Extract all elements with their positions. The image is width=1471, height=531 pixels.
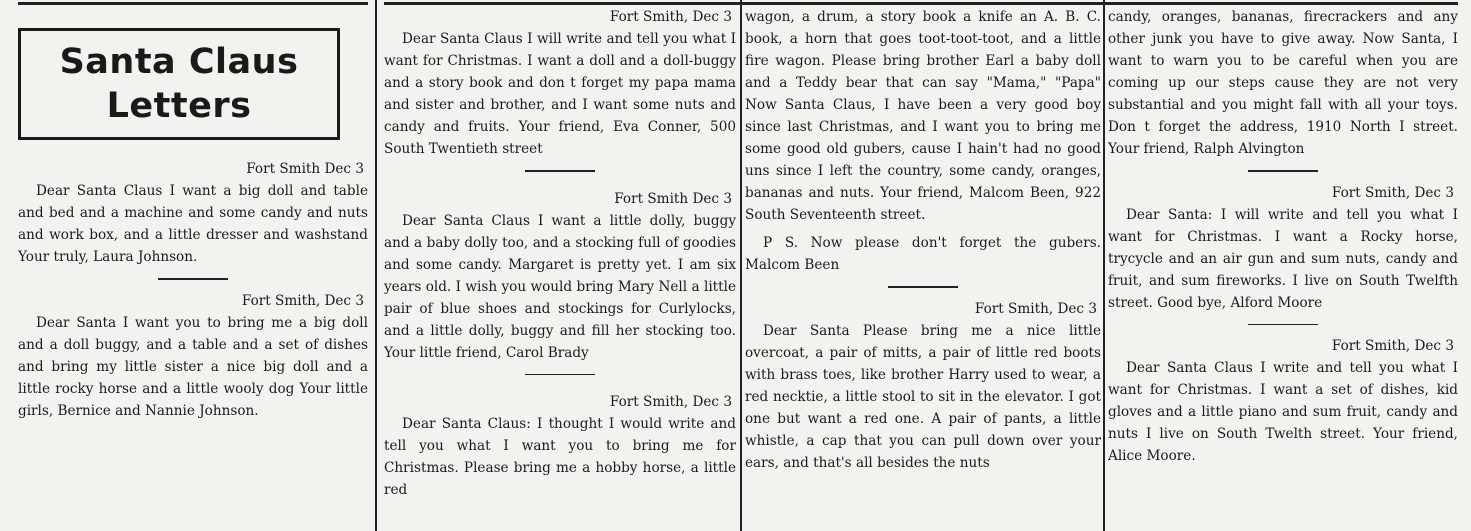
column-rule bbox=[375, 0, 377, 531]
letter bbox=[384, 385, 736, 501]
letter bbox=[745, 298, 1101, 474]
column-rule bbox=[1103, 0, 1105, 531]
letter-continued bbox=[1108, 6, 1458, 160]
section-heading bbox=[18, 28, 340, 140]
letter-dateline: Fort Smith, Dec 3 bbox=[241, 292, 364, 309]
letter-text: P S. Now please don't forget the gubers. Malcom Been bbox=[745, 235, 1101, 273]
letter-text: candy, oranges, bananas, firecrackers and any other junk you have to give away. Now Santa, I want to warn you to be careful when you are coming up our steps cause they are not very substantial and you might fall with all your toys. Don t forget the address, 1910 North I street. Your friend, Ralph Alvington bbox=[1108, 9, 1458, 157]
letter-dateline: Fort Smith Dec 3 bbox=[614, 190, 732, 207]
letter-text: Dear Santa Please bring me a nice little overcoat, a pair of mitts, a pair of little red boots with brass toes, like brother Harry used to wear, a red necktie, a little stool to sit in the elevator. I got one but want a red one. A pair of pants, a little whistle, a cap that you can pull down over your ears, and that's all besides the nuts bbox=[745, 322, 1101, 471]
letter bbox=[384, 0, 736, 160]
letter bbox=[1108, 182, 1458, 314]
divider-rule bbox=[1248, 170, 1318, 172]
divider-rule bbox=[525, 170, 595, 172]
letter-text: Dear Santa Claus I write and tell you what I want for Christmas. I want a set of dishes, kid gloves and a little piano and sum fruit, candy and nuts I live on South Twelth street. Your friend, Alice Moore. bbox=[1108, 360, 1458, 464]
heading-line-1: Santa Claus bbox=[59, 42, 299, 82]
letter-dateline: Fort Smith, Dec 3 bbox=[609, 394, 732, 410]
column-3 bbox=[745, 0, 1101, 531]
letter-dateline: Fort Smith, Dec 3 bbox=[609, 9, 732, 25]
letter-text: Dear Santa Claus I want a big doll and table and bed and a machine and some candy and nuts and work box, and a little dresser and washstand Your truly, Laura Johnson. bbox=[18, 183, 368, 265]
letter-dateline: Fort Smith Dec 3 bbox=[246, 161, 364, 177]
letter bbox=[384, 182, 736, 364]
column-4 bbox=[1108, 0, 1458, 531]
divider-rule bbox=[888, 286, 958, 288]
letter-text: Dear Santa I want you to bring me a big doll and a doll buggy, and a table and a set of dishes and bring my little sister a nice big doll and a little rocky horse and a little wooly dog Your little girls, Bernice and Nannie Johnson. bbox=[18, 314, 368, 419]
letter-dateline: Fort Smith, Dec 3 bbox=[1331, 338, 1454, 354]
letter bbox=[1108, 335, 1458, 467]
letter-text: Dear Santa Claus I will write and tell you what I want for Christmas. I want a doll and a doll-buggy and a story book and don t forget my papa mama and sister and brother, and I want some nuts and candy and fruits. Your friend, Eva Conner, 500 South Twentieth street bbox=[384, 31, 736, 157]
heading-line-2: Letters bbox=[106, 86, 252, 126]
letter-text: Dear Santa Claus: I thought I would write and tell you what I want you to bring me for Christmas. Please bring me a hobby horse, a little red bbox=[384, 416, 736, 498]
column-1 bbox=[18, 0, 368, 531]
letter bbox=[18, 290, 368, 422]
divider-rule bbox=[158, 278, 228, 280]
letter-dateline: Fort Smith, Dec 3 bbox=[974, 300, 1097, 317]
letter-continued bbox=[745, 6, 1101, 226]
postscript bbox=[745, 232, 1101, 276]
letter-text: wagon, a drum, a story book a knife an A. B. C. book, a horn that goes toot-toot-toot, and a little fire wagon. Please bring brother Earl a baby doll and a Teddy bear that can say "Mama," "Papa" Now Santa Claus, I have been a very good boy since last Christmas, and I want you to bring me some good old gubers, cause I hain't had no good uns since I left the country, some candy, oranges, bananas and nuts. Your friend, Malcom Been, 922 South Seventeenth street. bbox=[745, 9, 1101, 223]
column-rule bbox=[740, 0, 742, 531]
letter-dateline: Fort Smith, Dec 3 bbox=[1331, 184, 1454, 201]
letter-text: Dear Santa: I will write and tell you what I want for Christmas. I want a Rocky horse, trycycle and an air gun and sum nuts, candy and fruit, and sum fireworks. I live on South Twelfth street. Good bye, Alford Moore bbox=[1108, 206, 1458, 311]
divider-rule bbox=[1248, 324, 1318, 326]
letter bbox=[18, 158, 368, 268]
divider-rule bbox=[525, 374, 595, 376]
letter-text: Dear Santa Claus I want a little dolly, buggy and a baby dolly too, and a stocking full of goodies and some candy. Margaret is pretty yet. I am six years old. I wish you would bring Mary Nell a little pair of blue shoes and stockings for Curlylocks, and a little dolly, buggy and fill her stocking too. Your little friend, Carol Brady bbox=[384, 212, 736, 361]
column-2 bbox=[384, 0, 736, 531]
